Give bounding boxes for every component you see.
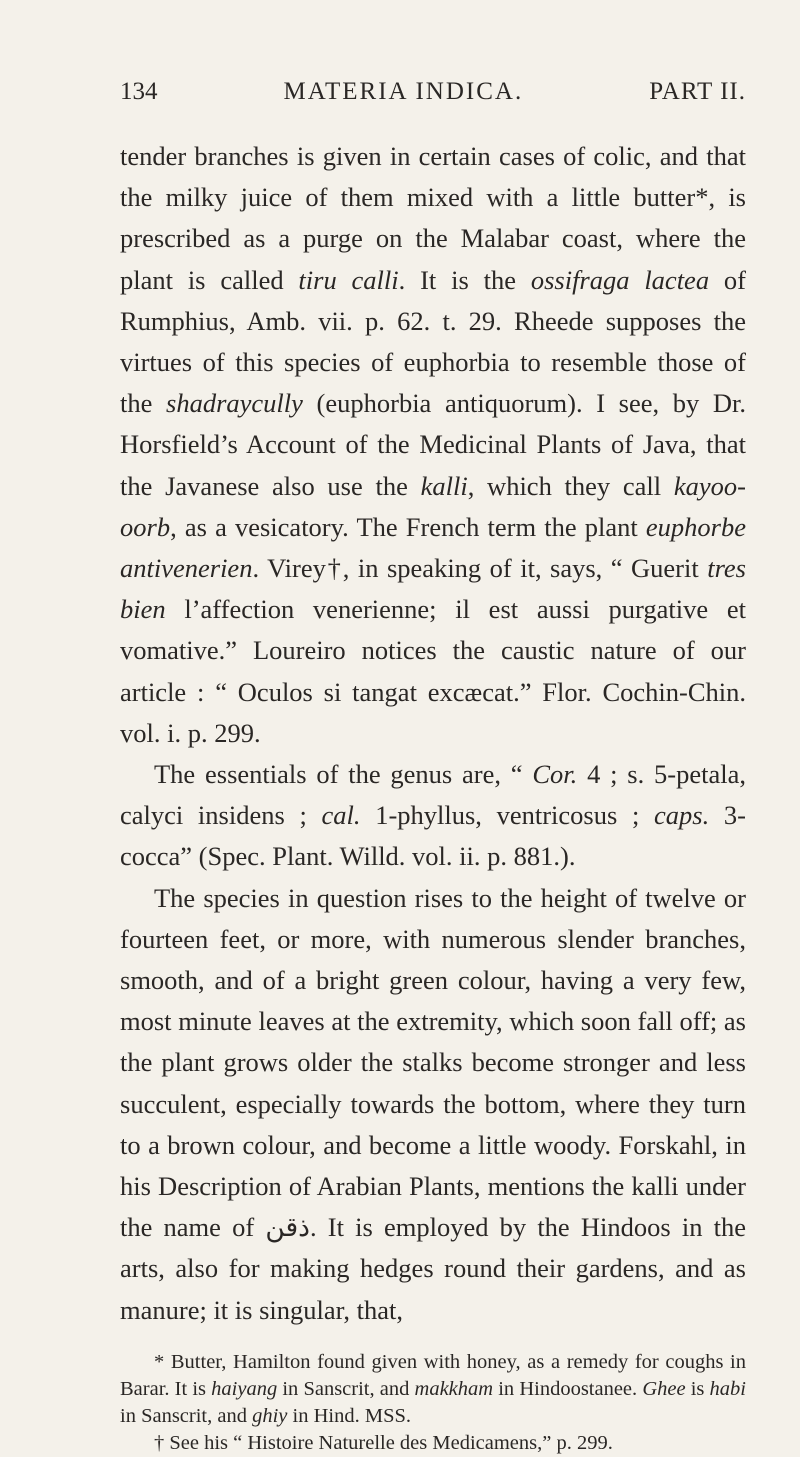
text-run: l’affection venerienne; il est aussi purgative et vomative.” Loureiro notices the caustic nature of our article : “ Oculos si tangat excæcat.” Flor. Cochin-Chin. vol. i. p. 299. [120,594,746,748]
text-run: in Hindoostanee. [493,1377,643,1400]
text-run: in Sanscrit, and [120,1404,253,1427]
italic-text: tiru calli [298,264,399,295]
text-run: The species in question rises to the height of twelve or fourteen feet, or more, with numerous slender branches, smooth, and of a bright green colour, having a very few, most minute leaves at the extremity, which soon fall off; as the plant grows older the stalks become stronger and less succulent, especially towards the bottom, where they turn to a brown colour, and become a little woody. Forskahl, in his Description of Arabian Plants, mentions the kalli under the name of ذقن. It is employed by the Hindoos in the arts, also for making hedges round their gardens, and as manure; it is singular, that, [120,882,746,1325]
italic-text: euphorbe antivenerien [120,511,746,584]
body-text [120,136,746,1331]
text-run: 1-phyllus, ventricosus ; [360,800,655,831]
footnotes [120,1349,746,1457]
italic-text: kalli [420,470,468,501]
italic-text: ghiy [252,1404,288,1427]
text-run: (euphorbia antiquorum). I see, by Dr. Horsfield’s Account of the Medicinal Plants of Java, that the Javanese also use the [120,388,747,501]
italic-text: haiyang [211,1377,278,1400]
part-label: PART II. [649,78,746,105]
text-run: 4 ; s. 5-petala, calyci insidens ; [120,759,746,831]
text-run: † See his “ Histoire Naturelle des Medicamens,” p. 299. [154,1431,613,1454]
paragraph [120,754,746,878]
text-run: of Rumphius, Amb. vii. p. 62. t. 29. Rheede supposes the virtues of this species of euphorbia to resemble those of the [120,264,746,419]
text-run: tender branches is given in certain cases of colic, and that the milky juice of them mixed with a little butter*, is prescribed as a purge on the Malabar coast, where the plant is called [120,141,746,295]
italic-text: kayoo-oorb [120,470,746,542]
text-run: , which they call [467,470,674,501]
running-title: MATERIA INDICA. [283,78,524,105]
italic-text: shadraycully [166,388,303,419]
italic-text: habi [709,1377,746,1400]
text-run: . Virey†, in speaking of it, says, “ Guerit [252,553,708,584]
italic-text: ossifraga lactea [530,264,710,295]
paragraph [120,878,746,1331]
text-run: in Sanscrit, and [277,1377,415,1400]
italic-text: tres bien [120,553,746,625]
text-run: * Butter, Hamilton found given with honey, as a remedy for coughs in Barar. It is [120,1350,746,1400]
text-run: in Hind. MSS. [287,1404,411,1427]
italic-text: Ghee [642,1377,686,1400]
running-head [120,78,746,114]
italic-text: caps. [654,800,710,831]
paragraph [120,136,746,754]
text-run: , as a vesicatory. The French term the plant [170,511,646,542]
footnote [120,1430,746,1457]
footnote [120,1349,746,1430]
text-run: The essentials of the genus are, “ [154,759,533,790]
italic-text: Cor. [532,759,578,790]
italic-text: cal. [321,800,361,831]
text-run: . It is the [398,264,531,295]
italic-text: makkham [414,1377,494,1400]
text-run: 3-cocca” (Spec. Plant. Willd. vol. ii. p. 881.). [120,800,746,872]
page-number: 134 [120,78,158,105]
text-run: is [685,1377,710,1400]
